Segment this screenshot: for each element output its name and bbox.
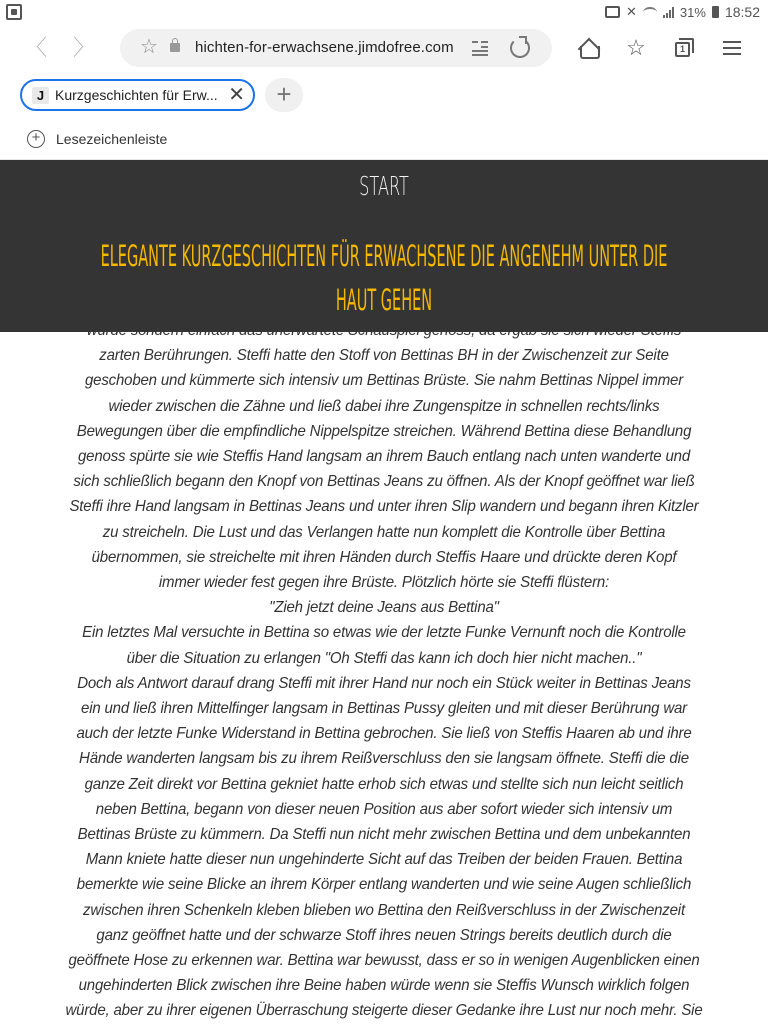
story-line: Ein letztes Mal versuchte in Bettina so etwas wie der letzte Funke Vernunft noch die Kontrolle <box>82 624 686 642</box>
forward-button[interactable] <box>70 34 98 62</box>
battery-icon <box>712 6 719 18</box>
url-text[interactable]: hichten-for-erwachsene.jimdofree.com <box>195 39 454 56</box>
add-bookmark-star-icon[interactable]: ☆ <box>140 36 158 58</box>
story-line: ganz geöffnet hatte und der schwarze Stoff ihres neuen Strings bereits deutlich durch die <box>96 926 672 944</box>
story-line: Mann kniete hatte dieser nun ungehinderte Sicht auf das Treiben der beiden Frauen. Bettina <box>85 851 683 869</box>
story-line: Bewegungen über die empfindliche Nippelspitze streichen. Während Bettina diese Behandlung <box>76 422 692 440</box>
story-line: "Zieh jetzt deine Jeans aus Bettina" <box>269 599 499 617</box>
story-line: übernommen, sie streichelte mit ihren Händen durch Steffis Haare und drückte deren Kopf <box>91 548 677 566</box>
bookmarks-icon: ☆ <box>626 35 646 60</box>
add-bookmark-icon[interactable]: + <box>27 130 45 148</box>
tab-count: 1 <box>675 42 690 57</box>
story-line: zu streicheln. Die Lust und das Verlangen hatte nun komplett die Kontrolle über Bettina <box>102 523 666 541</box>
story-line: geschoben und kümmerte sich intensiv um Bettinas Brüste. Sie nahm Bettinas Nippel immer <box>84 372 684 390</box>
story-line: sich schließlich begann den Knopf von Bettinas Jeans zu öffnen. Als der Knopf geöffnet war ließ <box>73 473 695 491</box>
new-tab-button[interactable]: + <box>265 78 303 112</box>
chevron-left-icon: 〈 <box>24 35 47 60</box>
battery-percent: 31% <box>679 4 706 20</box>
address-bar[interactable] <box>120 29 552 67</box>
site-title-line1: ELEGANTE KURZGESCHICHTEN FÜR ERWACHSENE DIE ANGENEHM UNTER DIE <box>100 239 668 273</box>
close-tab-icon[interactable]: ✕ <box>228 84 245 106</box>
story-line: würde, aber zu ihrer eigenen Überraschung steigerte dieser Gedanke ihre Lust nur noch mehr. Sie <box>65 1002 703 1020</box>
story-line: ungehinderten Blick zwischen ihre Beine haben würde wenn sie Steffis Wunsch wirklich folgen <box>78 977 690 995</box>
status-bar <box>0 0 768 24</box>
status-icons <box>605 3 760 21</box>
tab-strip <box>0 76 768 116</box>
signal-icon <box>663 7 674 18</box>
wifi-icon <box>643 7 657 18</box>
bookmarks-bar <box>0 120 768 160</box>
lock-icon[interactable] <box>170 43 180 52</box>
reader-mode-icon[interactable] <box>472 40 488 56</box>
browser-toolbar <box>0 26 768 70</box>
chevron-right-icon: 〉 <box>72 35 95 60</box>
screenshot-icon <box>6 4 22 20</box>
story-line: zwischen ihren Schenkeln kleben blieben wo Bettina den Reißverschluss in der Zwischenzeit <box>83 901 685 919</box>
story-line: zarten Berührungen. Steffi hatte den Stoff von Bettinas BH in der Zwischenzeit zur Seite <box>99 347 669 365</box>
mute-icon: ✕ <box>626 4 637 19</box>
home-button[interactable] <box>576 36 600 60</box>
story-line: ganze Zeit direkt vor Bettina gekniet hatte erhob sich etwas und stellte sich nun leicht seitlich <box>84 775 684 793</box>
story-line: bemerkte wie seine Blicke an ihrem Körper entlang wanderten und wie seine Augen schließlich <box>76 876 692 894</box>
tab-title[interactable]: Kurzgeschichten für Erw... <box>55 87 218 103</box>
clock: 18:52 <box>724 4 760 20</box>
story-line: immer wieder fest gegen ihre Brüste. Plötzlich hörte sie Steffi flüstern: <box>158 574 610 592</box>
story-text <box>51 318 717 1024</box>
site-header <box>0 160 768 332</box>
story-line: genoss spürte sie wie Steffis Hand langsam an ihrem Bauch entlang nach unten wanderte und <box>78 448 690 466</box>
site-title <box>20 234 748 322</box>
story-line: Steffi ihre Hand langsam in Bettinas Jeans und unter ihren Slip wandern und begann ihren Kitzler <box>69 498 699 516</box>
story-line: über die Situation zu erlangen "Oh Steffi das kann ich doch hier nicht machen.." <box>126 649 642 667</box>
bookmarks-bar-label[interactable]: Lesezeichenleiste <box>56 131 168 147</box>
tab-active[interactable] <box>20 79 255 111</box>
story-line: neben Bettina, begann von dieser neuen Position aus aber sofort wieder sich intensiv um <box>95 800 673 818</box>
story-line: geöffnete Hose zu erkennen war. Bettina war bewusst, dass er so in wenigen Augenblicken einen <box>68 952 700 970</box>
site-title-line2: HAUT GEHEN <box>335 283 433 317</box>
story-line: wieder zwischen die Zähne und ließ dabei ihre Zungenspitze in schnellen rechts/links <box>108 397 660 415</box>
web-content <box>0 160 768 1024</box>
reload-icon[interactable] <box>510 38 530 58</box>
nav-item-start[interactable]: START <box>359 172 409 202</box>
story-line: auch der letzte Funke Widerstand in Bettina gebrochen. Sie ließ von Steffis Haaren ab und ihre <box>76 725 692 743</box>
tabs-button[interactable] <box>672 36 696 60</box>
story-line: Bettinas Brüste zu kümmern. Da Steffi nun nicht mehr zwischen Bettina und dem unbekannten <box>77 826 691 844</box>
back-button[interactable] <box>22 34 50 62</box>
story-line: Hände wanderten langsam bis zu ihrem Reißverschluss den sie langsam öffnete. Steffi die die <box>79 750 689 768</box>
story-line: ein und ließ ihren Mittelfinger langsam in Bettinas Pussy gleiten und mit dieser Berührung war <box>81 700 687 718</box>
favicon: J <box>32 87 49 104</box>
menu-button[interactable] <box>720 36 744 60</box>
cast-icon <box>605 6 620 18</box>
story-line: Doch als Antwort darauf drang Steffi mit ihrer Hand nur noch ein Stück weiter in Bettinas Jeans <box>77 674 691 692</box>
bookmarks-button[interactable] <box>624 36 648 60</box>
